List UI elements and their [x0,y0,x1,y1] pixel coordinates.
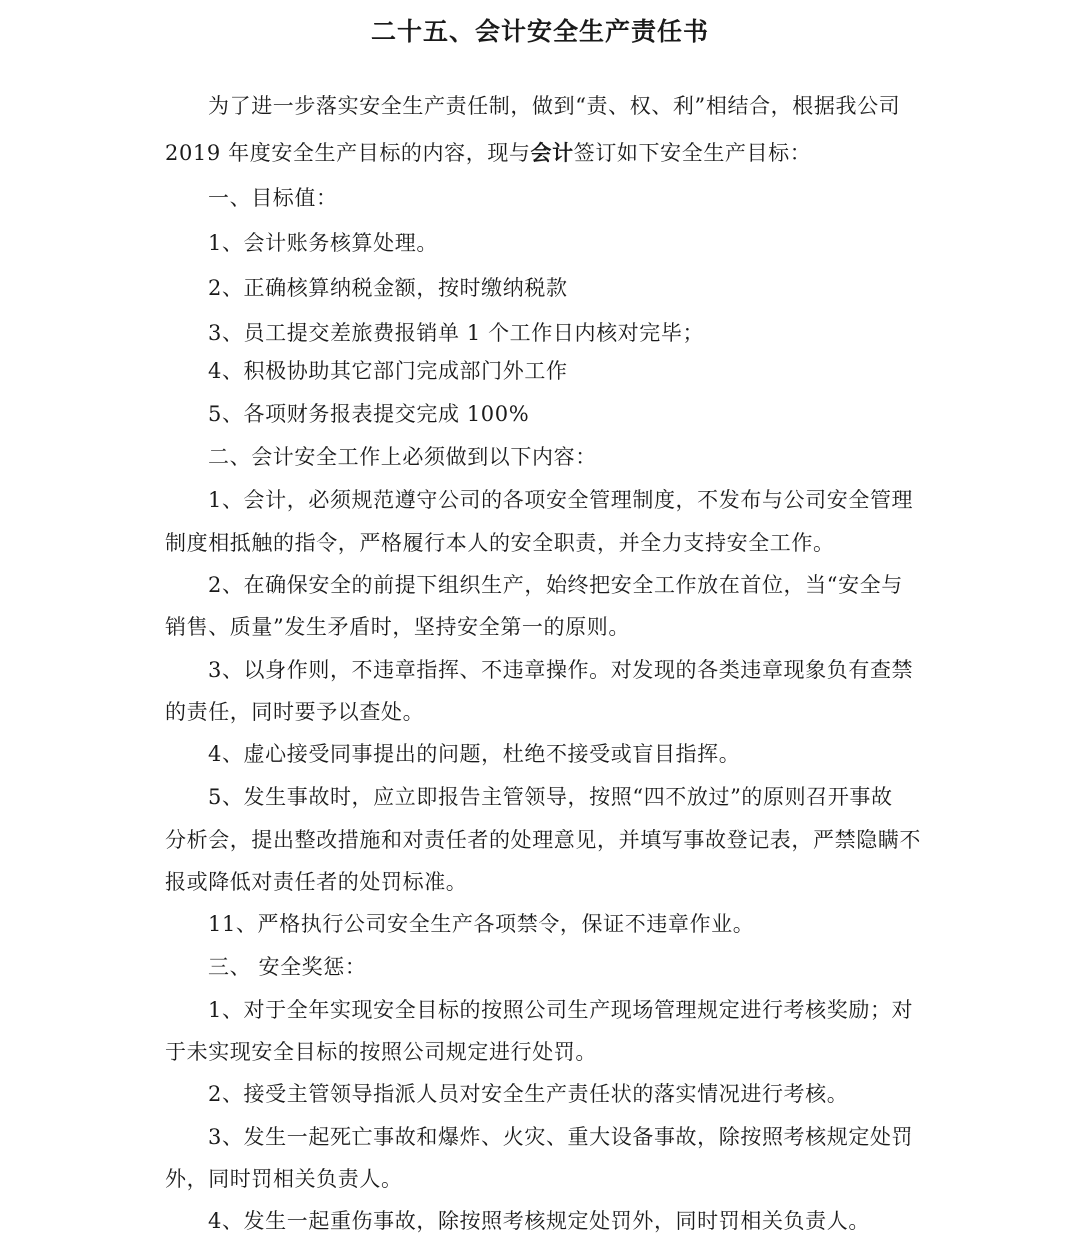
section2-paragraph-line: 2、在确保安全的前提下组织生产，始终把安全工作放在首位，当“安全与 [208,573,903,597]
section2-paragraph-line: 制度相抵触的指令，严格履行本人的安全职责，并全力支持安全工作。 [165,531,835,555]
section1-heading: 一、目标值： [208,186,338,210]
intro-line-2-bold: 会计 [530,141,574,165]
section3-paragraph-line: 于未实现安全目标的按照公司规定进行处罚。 [165,1040,597,1064]
section2-paragraph-line: 4、虚心接受同事提出的问题，杜绝不接受或盲目指挥。 [208,742,741,766]
section3-paragraph-line: 2、接受主管领导指派人员对安全生产责任状的落实情况进行考核。 [208,1082,849,1106]
section2-paragraph-line: 销售、质量”发生矛盾时，坚持安全第一的原则。 [165,615,630,639]
section2-paragraph-line: 报或降低对责任者的处罚标准。 [165,870,468,894]
section3-heading: 三、 安全奖惩： [208,955,367,979]
section2-paragraph-line: 分析会，提出整改措施和对责任者的处理意见，并填写事故登记表，严禁隐瞒不 [165,828,921,852]
section2-paragraph-line: 11、严格执行公司安全生产各项禁令，保证不违章作业。 [208,912,755,936]
section1-item: 2、正确核算纳税金额，按时缴纳税款 [208,276,568,300]
section3-paragraph-line: 1、对于全年实现安全目标的按照公司生产现场管理规定进行考核奖励；对 [208,998,914,1022]
section3-paragraph-line: 4、发生一起重伤事故，除按照考核规定处罚外，同时罚相关负责人。 [208,1209,870,1233]
section1-item: 1、会计账务核算处理。 [208,231,438,255]
intro-line-1: 为了进一步落实安全生产责任制，做到“责、权、利”相结合，根据我公司 [208,94,901,118]
section1-item: 5、各项财务报表提交完成 100% [208,402,530,426]
section2-paragraph-line: 5、发生事故时，应立即报告主管领导，按照“四不放过”的原则召开事故 [208,785,893,809]
section3-paragraph-line: 3、发生一起死亡事故和爆炸、火灾、重大设备事故，除按照考核规定处罚 [208,1125,914,1149]
intro-line-2 [165,138,811,168]
section2-heading: 二、会计安全工作上必须做到以下内容： [208,445,597,469]
section1-item: 4、积极协助其它部门完成部门外工作 [208,359,568,383]
section2-paragraph-line: 的责任，同时要予以查处。 [165,700,425,724]
intro-line-2-pre: 2019 年度安全生产目标的内容，现与 [165,141,531,165]
section1-item: 3、员工提交差旅费报销单 1 个工作日内核对完毕； [208,321,705,345]
intro-line-2-post: 签订如下安全生产目标： [573,141,812,165]
section2-paragraph-line: 3、以身作则，不违章指挥、不违章操作。对发现的各类违章现象负有查禁 [208,658,914,682]
section3-paragraph-line: 外，同时罚相关负责人。 [165,1167,403,1191]
document-title: 二十五、会计安全生产责任书 [370,17,709,46]
section2-paragraph-line: 1、会计，必须规范遵守公司的各项安全管理制度，不发布与公司安全管理 [208,488,914,512]
